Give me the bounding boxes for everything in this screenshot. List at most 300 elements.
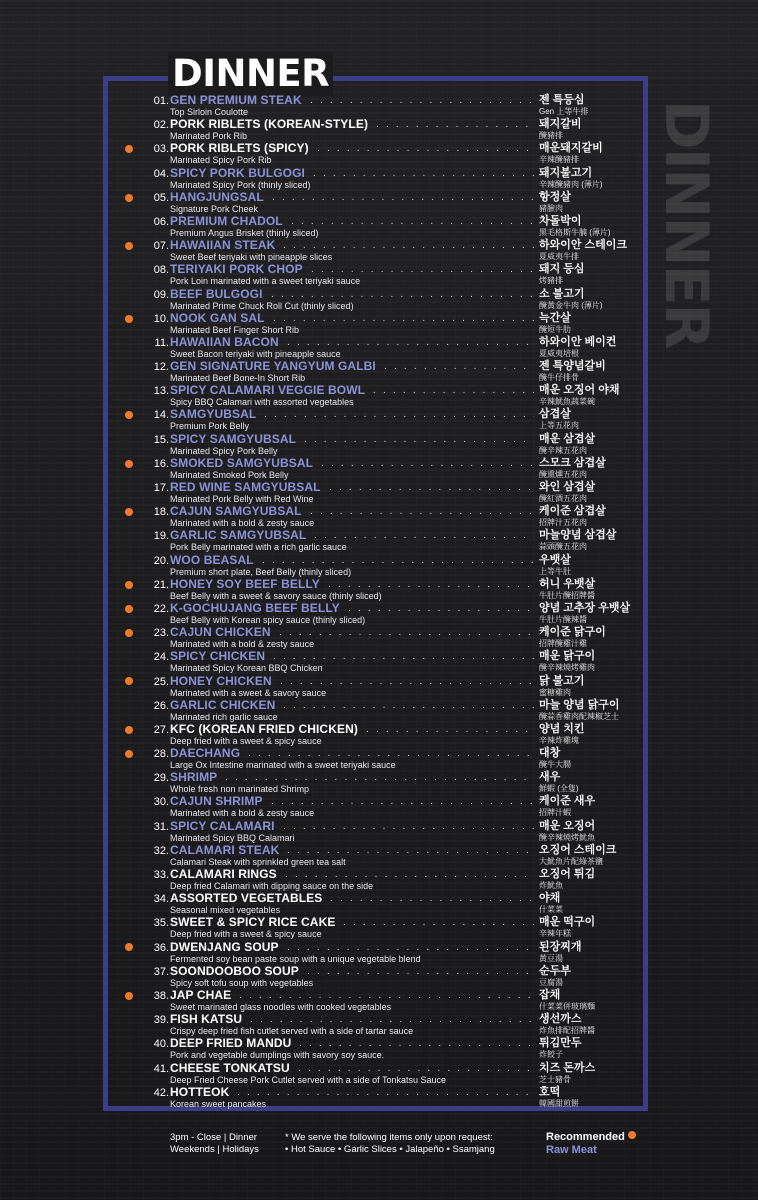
item-number: 33. [153, 869, 169, 881]
menu-item [125, 482, 620, 506]
item-chinese-name: 牛肚片醃辣醬 [539, 614, 587, 624]
item-chinese-name: 醃短牛肋 [539, 324, 571, 334]
dot-leader [310, 506, 534, 518]
item-chinese-name: 夏威夷培根 [539, 348, 579, 358]
recommended-dot-icon [628, 1131, 636, 1139]
menu-item [125, 627, 620, 651]
menu-item [125, 673, 620, 700]
item-chinese-name: 烤豬排 [539, 276, 563, 286]
item-korean-name: 하와이안 베이컨 [539, 335, 617, 348]
dot-leader [311, 264, 534, 276]
item-number: 06. [153, 215, 169, 228]
item-number: 21. [153, 578, 169, 591]
item-number: 18. [153, 506, 169, 519]
item-number: 25. [153, 675, 169, 688]
item-chinese-name: 上等牛肚 [539, 566, 571, 576]
item-korean-name: 된장찌개 [539, 940, 582, 953]
item-korean-name: 매운돼지갈비 [539, 142, 603, 155]
item-description: Marinated Pork Belly with Red Wine [170, 494, 314, 504]
item-description: Deep fried with a sweet & spicy sauce [170, 929, 322, 940]
item-number: 38. [153, 989, 169, 1002]
dot-leader [264, 409, 534, 421]
item-chinese-name: 招牌醃雞汁雞 [539, 639, 587, 649]
dot-leader [248, 748, 534, 760]
menu-item [125, 772, 620, 796]
item-number: 28. [153, 748, 169, 761]
item-name: CHEESE TONKATSU [170, 1060, 290, 1075]
item-korean-name: 하와이안 스테이크 [539, 239, 628, 252]
menu-item [125, 552, 620, 579]
item-name: SPICY CHICKEN [170, 649, 266, 664]
item-korean-name: 허니 우뱃살 [539, 577, 596, 590]
item-name: DEEP FRIED MANDU [170, 1036, 292, 1051]
dot-leader [329, 482, 534, 494]
item-number: 40. [153, 1038, 169, 1051]
item-description: Marinated Spicy Pork Belly [170, 445, 278, 456]
item-korean-name: 매운 떡구이 [539, 916, 596, 929]
legend-raw-meat: Raw Meat [546, 1144, 597, 1156]
item-description: Marinated Beef Bone-In Short Rib [170, 373, 306, 384]
item-korean-name: 마늘양념 삼겹살 [539, 529, 617, 542]
item-korean-name: 늑간살 [539, 311, 571, 324]
item-chinese-name: 大魷魚片配綠茶鹽 [539, 856, 603, 866]
item-name: SPICY CALAMARI VEGGIE BOWL [170, 383, 366, 398]
menu-item [125, 1038, 620, 1062]
item-korean-name: 야채 [539, 892, 561, 905]
request-note [285, 1132, 495, 1156]
item-description: Marinated Pork Rib [170, 131, 248, 142]
item-description: Marinated Prime Chuck Roll Cut (thinly sliced) [170, 300, 354, 311]
dot-leader [239, 990, 534, 1002]
item-name: KFC (KOREAN FRIED CHICKEN) [170, 721, 358, 736]
item-chinese-name: 夏威夷牛排 [539, 252, 579, 262]
item-description: Premium short plate, Beef Belly (thinly sliced) [170, 566, 352, 577]
item-description: Marinated Smoked Pork Belly [170, 469, 289, 480]
dinner-watermark: DINNER [651, 100, 721, 348]
dot-leader [384, 361, 534, 373]
item-name: SHRIMP [170, 770, 218, 785]
dot-leader [283, 240, 534, 252]
item-chinese-name: 炸魷魚 [539, 881, 563, 890]
menu-item [125, 431, 620, 458]
menu-item [125, 987, 620, 1014]
request-line-1: * We serve the following items only upon request: [285, 1132, 493, 1143]
item-name: SPICY CALAMARI [170, 818, 275, 833]
item-number: 09. [153, 288, 169, 301]
item-number: 32. [153, 844, 169, 857]
item-korean-name: 항정살 [539, 190, 571, 203]
dot-leader [348, 603, 534, 615]
item-chinese-name: 招牌汁五花肉 [539, 518, 587, 528]
menu-item [125, 600, 631, 627]
item-chinese-name: 芝士豬骨 [539, 1074, 571, 1084]
menu-item [125, 869, 620, 893]
item-korean-name: 돼지 등심 [539, 263, 585, 276]
dot-leader [304, 434, 534, 446]
item-description: Whole fresh non marinated Shrimp [170, 784, 310, 795]
item-name: NOOK GAN SAL [170, 310, 265, 325]
dot-leader [272, 192, 534, 204]
menu-item [125, 409, 620, 433]
menu-item [125, 334, 620, 361]
item-number: 16. [153, 457, 169, 470]
menu-list [125, 93, 631, 1111]
dot-leader [285, 869, 534, 881]
item-name: RED WINE SAMGYUBSAL [170, 480, 321, 494]
dot-leader [225, 772, 534, 784]
menu-item [125, 748, 620, 772]
item-description: Marinated Beef Finger Short Rib [170, 324, 300, 335]
item-name: GEN PREMIUM STEAK [170, 93, 302, 107]
dot-leader [279, 627, 534, 639]
item-name: CAJUN SAMGYUBSAL [170, 504, 302, 519]
item-number: 30. [153, 796, 169, 809]
item-korean-name: 튀김만두 [539, 1037, 582, 1050]
item-number: 17. [153, 482, 169, 494]
dot-leader [307, 966, 534, 978]
dot-leader [314, 530, 534, 542]
item-name: HOTTEOK [170, 1084, 230, 1099]
dot-leader [283, 700, 534, 712]
item-number: 02. [153, 119, 169, 132]
item-korean-name: 오징어 스테이크 [539, 843, 617, 856]
item-number: 07. [153, 240, 169, 253]
dot-leader [321, 458, 534, 470]
item-number: 35. [153, 917, 169, 930]
menu-item [125, 818, 620, 845]
menu-item [125, 189, 620, 216]
hours-note [170, 1132, 259, 1156]
item-description: Sweet Beef teriyaki with pineapple slices [170, 252, 333, 263]
item-chinese-name: Gen 上等牛排 [539, 107, 589, 116]
menu-item [125, 506, 620, 530]
dot-leader [262, 555, 534, 567]
item-name: GARLIC SAMGYUBSAL [170, 528, 307, 543]
menu-item [125, 917, 620, 941]
item-chinese-name: 炸魚排配招牌醬 [539, 1026, 595, 1036]
item-number: 19. [153, 530, 169, 543]
item-number: 22. [153, 602, 169, 615]
item-korean-name: 새우 [539, 771, 561, 784]
item-number: 01. [153, 95, 169, 107]
item-description: Sweet Bacon teriyaki with pineapple sauce [170, 348, 341, 359]
item-description: Marinated with a bold & zesty sauce [170, 808, 315, 819]
menu-item [125, 1084, 620, 1111]
item-chinese-name: 醃辛辣燒烤魷魚 [539, 832, 595, 842]
item-description: Crispy deep fried fish cutlet served with a side of tartar sauce [170, 1026, 414, 1037]
item-chinese-name: 豬臉肉 [539, 203, 563, 213]
item-description: Seasonal mixed vegetables [170, 905, 281, 916]
item-korean-name: 대창 [539, 747, 561, 760]
dot-leader [299, 1038, 534, 1050]
item-description: Spicy soft tofu soup with vegetables [170, 977, 314, 988]
dot-leader [280, 676, 534, 688]
item-name: CAJUN CHICKEN [170, 625, 271, 640]
item-description: Premium Pork Belly [170, 421, 250, 432]
item-korean-name: 돼지갈비 [539, 118, 582, 131]
hours-line-2: Weekends | Holidays [170, 1144, 259, 1155]
dot-leader [250, 1014, 534, 1026]
item-korean-name: 매운 오징어 [539, 819, 596, 832]
item-name: DWENJANG SOUP [170, 939, 279, 954]
dot-leader [271, 289, 534, 301]
item-korean-name: 양념 치킨 [539, 722, 585, 735]
item-chinese-name: 蜜糖雞肉 [539, 687, 571, 697]
item-korean-name: 오징어 튀김 [539, 868, 596, 880]
menu-item [125, 576, 620, 603]
item-chinese-name: 醃黃金牛肉 (薄片) [539, 300, 603, 310]
item-chinese-name: 醃辛辣五花肉 [539, 445, 587, 455]
item-number: 03. [153, 143, 169, 156]
item-description: Beef Belly with a sweet & savory sauce (thinly sliced) [170, 590, 382, 601]
menu-item [125, 165, 620, 192]
item-korean-name: 잡채 [539, 988, 561, 1001]
item-number: 24. [153, 651, 169, 664]
menu-item [125, 455, 620, 482]
item-description: Calamari Steak with sprinkled green tea salt [170, 856, 346, 867]
item-korean-name: 치즈 돈까스 [539, 1061, 596, 1074]
menu-item [125, 238, 628, 264]
item-number: 12. [153, 361, 169, 374]
item-name: GARLIC CHICKEN [170, 697, 276, 712]
item-korean-name: 순두부 [539, 964, 571, 977]
item-korean-name: 매운 삼겹살 [539, 432, 596, 445]
dot-leader [271, 796, 534, 808]
dot-leader [291, 216, 534, 228]
item-chinese-name: 什菜菜 [539, 905, 563, 915]
item-name: JAP CHAE [170, 987, 232, 1002]
dot-leader [237, 1087, 534, 1099]
menu-item [125, 310, 620, 337]
item-description: Beef Belly with Korean spicy sauce (thinly sliced) [170, 614, 366, 625]
item-chinese-name: 招牌汁蝦 [539, 808, 571, 818]
item-chinese-name: 辛辣魷魚蔬菜碗 [539, 397, 595, 407]
item-name: K-GOCHUJANG BEEF BELLY [170, 600, 340, 615]
item-name: TERIYAKI PORK CHOP [170, 262, 303, 277]
item-name: HONEY CHICKEN [170, 673, 272, 688]
dot-leader [298, 1063, 534, 1075]
item-chinese-name: 辛辣醃豬肉 (薄片) [539, 179, 603, 189]
item-description: Marinated Spicy Korean BBQ Chicken [170, 663, 323, 674]
item-name: BEEF BULGOGI [170, 286, 263, 301]
item-description: Signature Pork Cheek [170, 203, 259, 214]
item-number: 08. [153, 264, 169, 277]
item-chinese-name: 炸餃子 [539, 1050, 563, 1060]
item-chinese-name: 醃蒜香雞肉配辣椒芝士 [539, 711, 619, 721]
item-name: HAWAIIAN STEAK [170, 238, 276, 253]
item-name: SAMGYUBSAL [170, 407, 257, 422]
item-korean-name: 스모크 삼겹살 [539, 456, 606, 469]
dot-leader [343, 917, 534, 929]
item-name: HANGJUNGSAL [170, 189, 264, 204]
item-number: 29. [153, 772, 169, 785]
item-description: Marinated with a bold & zesty sauce [170, 518, 315, 529]
item-description: Large Ox Intestine marinated with a sweet teriyaki sauce [170, 760, 396, 771]
dot-leader [317, 143, 534, 155]
item-chinese-name: 黃豆湯 [539, 953, 563, 963]
menu-item [125, 796, 620, 820]
menu-item [125, 963, 620, 990]
item-chinese-name: 辛辣炸雞塊 [539, 735, 579, 745]
item-name: PORK RIBLETS (KOREAN-STYLE) [170, 117, 369, 132]
menu-item [125, 842, 620, 869]
menu-item [125, 651, 620, 675]
item-description: Marinated Spicy Pork Rib [170, 155, 272, 166]
item-number: 20. [153, 554, 169, 567]
item-korean-name: 생선까스 [539, 1013, 582, 1026]
item-korean-name: 돼지불고기 [539, 166, 593, 179]
item-number: 41. [153, 1062, 169, 1075]
item-chinese-name: 辛辣年糕 [539, 929, 571, 939]
item-name: GEN SIGNATURE YANGYUM GALBI [170, 359, 376, 374]
item-name: SPICY SAMGYUBSAL [170, 431, 297, 446]
menu-item [125, 119, 620, 143]
item-name: HONEY SOY BEEF BELLY [170, 576, 320, 591]
item-description: Marinated with a sweet & savory sauce [170, 687, 327, 698]
dot-leader [273, 313, 534, 325]
item-number: 31. [153, 820, 169, 833]
item-chinese-name: 牛肚片醃招牌醬 [539, 590, 595, 600]
item-name: HAWAIIAN BACON [170, 334, 279, 349]
item-name: SMOKED SAMGYUBSAL [170, 455, 314, 470]
menu-item [125, 697, 620, 724]
item-description: Deep fried Calamari with dipping sauce on the side [170, 881, 374, 891]
item-korean-name: 호떡 [539, 1085, 561, 1098]
menu-item [125, 264, 620, 288]
dot-leader [310, 95, 534, 107]
item-chinese-name: 醃熏燻五花肉 [539, 469, 587, 479]
dot-leader [373, 385, 534, 397]
menu-item [125, 286, 620, 313]
dot-leader [287, 942, 534, 954]
item-description: Pork and vegetable dumplings with savory soy sauce. [170, 1050, 385, 1061]
item-description: Premium Angus Brisket (thinly sliced) [170, 227, 319, 238]
item-number: 04. [153, 167, 169, 180]
item-description: Marinated Spicy Pork (thinly sliced) [170, 179, 311, 190]
item-chinese-name: 醃牛仔排骨 [539, 373, 579, 383]
item-number: 15. [153, 433, 169, 446]
item-name: SOONDOOBOO SOUP [170, 963, 299, 978]
item-chinese-name: 醃辛辣燒烤雞肉 [539, 663, 595, 673]
item-number: 27. [153, 723, 169, 736]
item-description: Deep fried with a sweet & spicy sauce [170, 735, 322, 746]
item-korean-name: 매운 닭구이 [539, 650, 596, 663]
item-number: 42. [153, 1086, 169, 1099]
item-korean-name: 소 불고기 [539, 287, 585, 300]
item-korean-name: 양념 고추장 우뱃살 [539, 601, 631, 614]
item-description: Spicy BBQ Calamari with assorted vegetables [170, 397, 354, 408]
item-description: Korean sweet pancakes [170, 1098, 267, 1109]
item-name: SPICY PORK BULGOGI [170, 165, 305, 180]
request-line-2: • Hot Sauce • Garlic Slices • Jalapeño • Ssamjang [285, 1144, 495, 1155]
item-description: Deep Fried Cheese Pork Cutlet served with a side of Tonkatsu Sauce [170, 1074, 446, 1085]
legend-recommended: Recommended [546, 1131, 625, 1143]
item-name: DAECHANG [170, 746, 241, 761]
item-chinese-name: 醃紅酒五花肉 [539, 494, 587, 503]
item-name: SWEET & SPICY RICE CAKE [170, 915, 336, 930]
item-korean-name: 케이준 새우 [539, 795, 596, 808]
page-title: DINNER [168, 52, 333, 96]
menu-item [125, 385, 620, 409]
dot-leader [376, 119, 534, 131]
item-korean-name: 마늘 양념 닭구이 [539, 698, 620, 711]
item-description: Marinated with a bold & zesty sauce [170, 639, 315, 650]
item-description: Marinated rich garlic sauce [170, 711, 278, 722]
item-korean-name: 케이준 닭구이 [539, 626, 606, 639]
item-name: PREMIUM CHADOL [170, 213, 283, 228]
menu-item [125, 1014, 620, 1038]
item-number: 13. [153, 385, 169, 398]
item-name: CALAMARI STEAK [170, 842, 280, 857]
item-number: 36. [153, 941, 169, 954]
dot-leader [313, 168, 534, 180]
item-chinese-name: 醃牛大腸 [539, 760, 571, 770]
dot-leader [287, 845, 534, 857]
item-chinese-name: 蒜頭醃五花肉 [539, 542, 587, 552]
item-chinese-name: 醃豬排 [539, 131, 563, 141]
dot-leader [366, 724, 534, 736]
item-korean-name: 와인 삼겹살 [539, 481, 596, 493]
item-korean-name: 매운 오징어 야채 [539, 384, 620, 397]
dot-leader [283, 821, 534, 833]
item-chinese-name: 什菜菜併玻璃麵 [539, 1001, 595, 1011]
hours-line-1: 3pm - Close | Dinner [170, 1132, 257, 1143]
item-description: Top Sirloin Coulotte [170, 107, 249, 117]
item-number: 23. [153, 627, 169, 640]
dot-leader [273, 651, 534, 663]
item-description: Fermented soy bean paste soup with a unique vegetable blend [170, 953, 421, 964]
legend [546, 1131, 636, 1157]
menu-item [125, 721, 620, 748]
item-korean-name: 케이준 삼겹살 [539, 505, 606, 518]
menu-item [125, 213, 620, 240]
menu-item [125, 530, 620, 554]
item-description: Marinated Spicy BBQ Calamari [170, 832, 295, 843]
item-description: Sweet marinated glass noodles with cooked vegetables [170, 1001, 392, 1012]
item-chinese-name: 上等五花肉 [539, 421, 579, 431]
dot-leader [330, 893, 534, 905]
item-korean-name: 우뱃살 [539, 553, 571, 566]
item-description: Pork Belly marinated with a rich garlic sauce [170, 542, 347, 553]
item-korean-name: 차돌박이 [539, 214, 582, 227]
dot-leader [328, 579, 534, 591]
item-number: 37. [153, 965, 169, 978]
item-chinese-name: 豆腐湯 [539, 977, 563, 987]
dot-leader [287, 337, 534, 349]
item-name: CALAMARI RINGS [170, 867, 277, 881]
item-korean-name: 젠 특양념갈비 [539, 360, 606, 373]
item-chinese-name: 黑毛格斯牛腩 (薄片) [539, 227, 611, 237]
menu-item [125, 939, 620, 966]
menu-item [125, 1060, 620, 1087]
menu-item [125, 893, 620, 917]
item-chinese-name: 韓國甜煎餅 [539, 1098, 579, 1108]
item-korean-name: 삼겹살 [539, 408, 571, 421]
item-name: FISH KATSU [170, 1012, 243, 1027]
item-chinese-name: 鮮蝦 (全隻) [539, 784, 579, 794]
item-name: PORK RIBLETS (SPICY) [170, 141, 309, 156]
menu-item [125, 361, 620, 385]
item-number: 05. [153, 191, 169, 204]
item-chinese-name: 辛辣醃豬排 [539, 155, 579, 165]
item-number: 34. [153, 893, 169, 906]
item-name: CAJUN SHRIMP [170, 794, 263, 809]
item-korean-name: 닭 불고기 [539, 674, 585, 687]
item-name: WOO BEASAL [170, 552, 254, 567]
item-number: 26. [153, 699, 169, 712]
item-number: 10. [153, 312, 169, 325]
item-number: 11. [154, 336, 169, 349]
